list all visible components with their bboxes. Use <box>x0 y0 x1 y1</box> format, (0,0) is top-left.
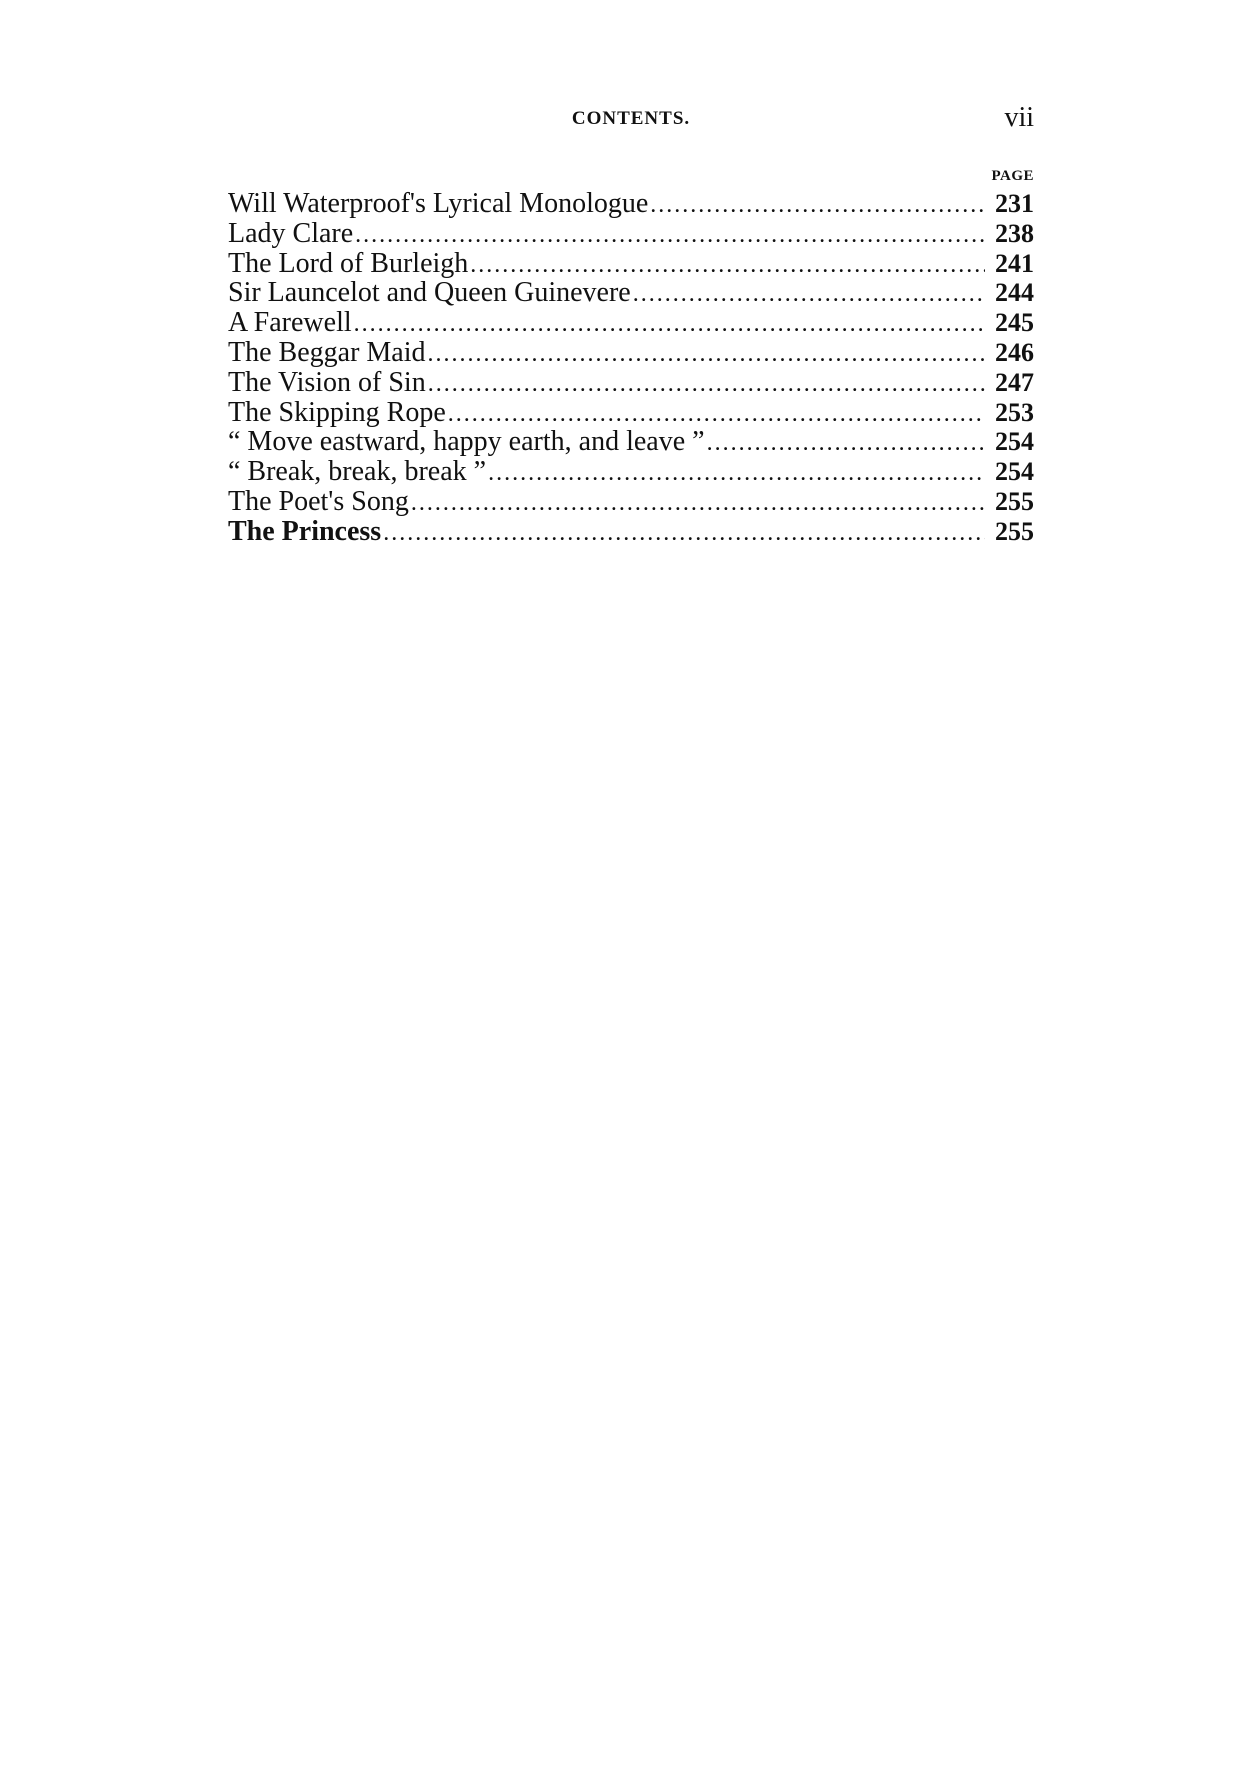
toc-entry <box>228 338 1034 368</box>
toc-entry-title: Lady Clare <box>228 217 354 249</box>
running-head <box>228 104 1034 138</box>
toc-entry <box>228 278 1034 308</box>
toc-entry-page: 253 <box>995 397 1034 427</box>
page-number: vii <box>1004 102 1034 133</box>
toc-entry <box>228 427 1034 457</box>
toc-entry <box>228 308 1034 338</box>
toc-entry-page: 241 <box>995 248 1034 278</box>
dot-leader <box>470 251 985 281</box>
toc-entry-page: 254 <box>995 427 1034 457</box>
dot-leader <box>428 370 985 400</box>
toc-entry <box>228 249 1034 279</box>
page-heading: CONTENTS. <box>571 108 691 129</box>
toc-entry-page: 244 <box>995 278 1034 308</box>
dot-leader <box>355 221 985 251</box>
toc-entry <box>228 517 1034 547</box>
dot-leader <box>650 191 985 221</box>
toc-entry-title: The Beggar Maid <box>228 336 426 368</box>
toc-entry <box>228 219 1034 249</box>
toc-entry-title: The Lord of Burleigh <box>228 247 469 279</box>
dot-leader <box>448 400 985 430</box>
toc-entry-title: Will Waterproof's Lyrical Monologue <box>228 188 649 219</box>
toc-entry-title: Sir Launcelot and Queen Guinevere <box>228 277 631 309</box>
page-column-label: PAGE <box>991 168 1034 184</box>
toc-entry-page: 245 <box>995 308 1034 338</box>
toc-entry-title: A Farewell <box>228 307 352 339</box>
toc-entry-title: “ Break, break, break ” <box>228 456 487 488</box>
toc-entry-page: 246 <box>995 337 1034 367</box>
toc-entry-page: 255 <box>995 486 1034 516</box>
toc-entry-title: The Skipping Rope <box>228 396 446 428</box>
toc-entry <box>228 189 1034 219</box>
dot-leader <box>411 489 985 519</box>
toc-entry-page: 231 <box>995 189 1034 218</box>
toc-entry-page: 238 <box>995 218 1034 248</box>
toc-entry-page: 255 <box>995 516 1034 546</box>
toc-entry-title: The Princess <box>228 515 382 547</box>
dot-leader <box>707 429 985 459</box>
dot-leader <box>354 310 985 340</box>
dot-leader <box>383 519 985 549</box>
toc-entry <box>228 457 1034 487</box>
table-of-contents <box>228 189 1034 547</box>
toc-entry-page: 247 <box>995 367 1034 397</box>
toc-entry-title: The Vision of Sin <box>228 366 426 398</box>
toc-entry <box>228 487 1034 517</box>
dot-leader <box>633 280 985 310</box>
dot-leader <box>428 340 986 370</box>
toc-entry <box>228 398 1034 428</box>
toc-entry-title: “ Move eastward, happy earth, and leave ” <box>228 426 705 458</box>
dot-leader <box>488 459 985 489</box>
toc-entry-page: 254 <box>995 457 1034 487</box>
toc-entry <box>228 368 1034 398</box>
toc-entry-title: The Poet's Song <box>228 485 409 517</box>
